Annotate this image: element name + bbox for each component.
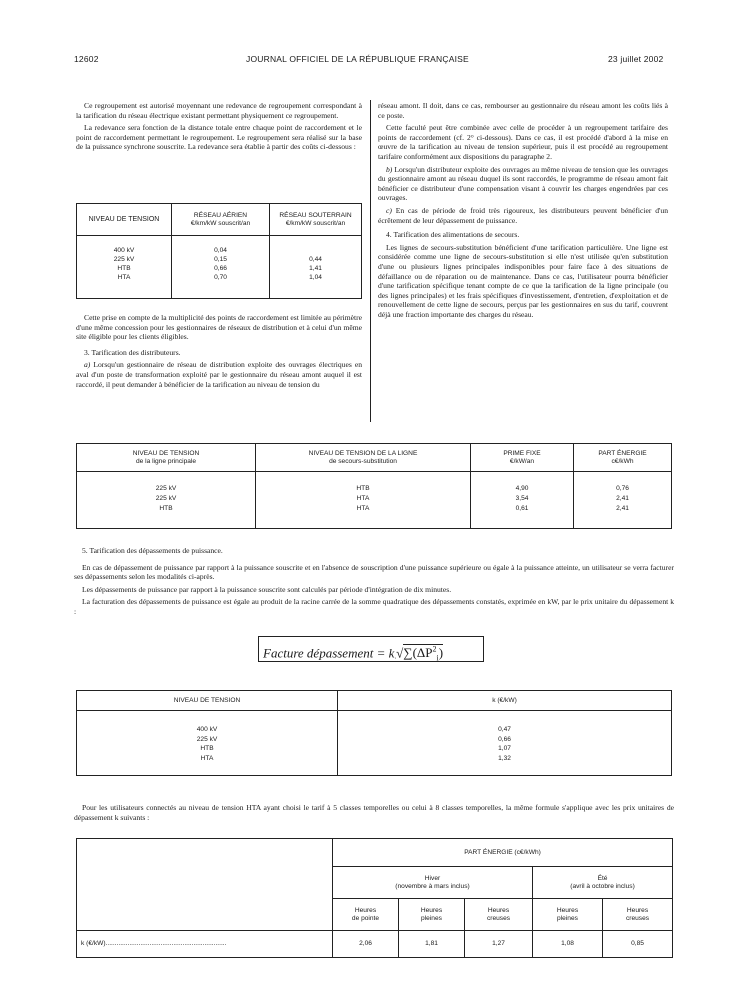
multiplicity-paragraph: Cette prise en compte de la multiplicité des points de raccordement est limitée au périmètre d'une même concession pour les gestionnaires de réseaux de distribution et à celui d'un même site éligible pour les clients éligibles. xyxy=(76,313,362,342)
table4-s1-l1: Heures xyxy=(354,906,377,914)
secours-paragraph: Les lignes de secours-substitution bénéficient d'une tarification particulière. Une ligne est considérée comme une ligne de secours-substitution si elle n'est utilisée qu'en substitution d'une ou plusieurs lignes principales indisponibles pour faire face à des situations de défaillance ou de réparation ou de maintenance. Dans ce cas, l'utilisateur pourra bénéficier d'une tarification spécifique tenant compte de ce que la tarification de la ligne principale (ou des lignes principales) et les frais spécifiques d'investissement, d'entretien, d'exploitation et de renouvellement de cette ligne de secours, perçus par les gestionnaires en sus du tarif, couvrent déjà une fraction importante des charges du réseau. xyxy=(378,242,668,319)
table-cell: 1,07 xyxy=(498,745,511,752)
table3-col-niveau xyxy=(77,711,338,776)
table3-col-k xyxy=(338,711,672,776)
issue-date: 23 juillet 2002 xyxy=(608,54,664,64)
table1-header-aerien-title: RÉSEAU AÉRIEN xyxy=(193,211,248,219)
table-cell: 0,44 xyxy=(309,256,322,263)
table2-h3-l1: PRIME FIXE xyxy=(503,449,541,457)
table-cell: 1,81 xyxy=(399,931,465,958)
table1-header-souterrain xyxy=(270,204,362,236)
table1-col-souterrain xyxy=(270,236,362,299)
table-cell: HTB xyxy=(356,485,370,492)
table-row: 400 kV xyxy=(113,247,135,254)
table-cell: 0,15 xyxy=(214,256,227,263)
section5-para1: En cas de dépassement de puissance par rapport à la puissance souscrite et en l'absence de souscription d'une puissance supérieure ou égale à la puissance atteinte, un utilisateur se verra facturer ses dépassements selon les modalités ci-après. xyxy=(74,562,674,582)
table4-ete-l2: (avril à octobre inclus) xyxy=(570,882,635,890)
formula-sup: 2 xyxy=(432,645,437,654)
table2-header-energie xyxy=(574,444,672,472)
section5 xyxy=(74,546,674,620)
left-column-lower xyxy=(76,313,362,392)
formula-box xyxy=(258,636,484,662)
right-column xyxy=(378,101,668,322)
table4-sub-creuses-ete xyxy=(603,899,673,931)
table-cell: 2,41 xyxy=(616,505,629,512)
formula-sub: i xyxy=(436,653,439,663)
table-cell: 225 kV xyxy=(155,495,177,502)
table-cell: 0,47 xyxy=(498,726,511,733)
table4-s2-l2: pleines xyxy=(421,914,442,922)
table-cell: 1,27 xyxy=(465,931,533,958)
journal-title: JOURNAL OFFICIEL DE LA RÉPUBLIQUE FRANÇAISE xyxy=(246,54,469,64)
table2-h4-l2: c€/kWh xyxy=(611,457,634,465)
formula-radicand: $\sum(\Delta P^2_i)$ xyxy=(403,645,444,663)
table4-group-hiver xyxy=(333,867,533,899)
table1-header-souterrain-unit: €/km/kW souscrit/an xyxy=(285,219,346,227)
distributeur-text-c: En cas de période de froid très rigoureux, les distributeurs peuvent bénéficier d'un écrêtement de leur dépassement de puissance. xyxy=(378,205,668,225)
hta-paragraph-block xyxy=(74,803,674,825)
label-b: b) xyxy=(386,164,393,174)
section4-title: 4. Tarification des alimentations de secours. xyxy=(386,230,520,240)
distributeur-paragraph-a xyxy=(76,360,362,389)
table-cell: 0,04 xyxy=(214,247,227,254)
table4-empty-corner xyxy=(77,839,333,931)
table4-s5-l2: creuses xyxy=(625,914,650,922)
table4-group-ete xyxy=(533,867,673,899)
table4-top-header: PART ÉNERGIE (c€/kWh) xyxy=(333,839,673,867)
table-cell: HTB xyxy=(159,505,173,512)
table-cell: 0,66 xyxy=(498,735,511,743)
table2-h2-l2: de secours-substitution xyxy=(329,457,397,465)
table2-col-energie xyxy=(574,472,672,529)
table4-s4-l1: Heures xyxy=(556,906,579,914)
table-cell: HTB xyxy=(200,745,214,752)
table2-h4-l1: PART ÉNERGIE xyxy=(598,449,647,457)
distributeur-text-b: Lorsqu'un distributeur exploite des ouvrages au même niveau de tension que les ouvrages du gestionnaire amont au réseau duquel ils sont raccordés, le programme de réseau amont fait bénéficier ce distributeur d'une compensation visant à couvrir les charges engendrées par ces ouvrages. xyxy=(378,164,668,203)
table4-hiver-l1: Hiver xyxy=(424,874,441,882)
combination-paragraph: Cette faculté peut être combinée avec celle de procéder à un regroupement tarifaire des points de raccordement (cf. 2° ci-dessous). Dans ce cas, il est procédé d'abord à la mise en œuvre de la tarification au niveau de tension supérieur, puis il est procédé au regroupement tarifaire conformément aux dispositions du paragraphe 2. xyxy=(378,123,668,161)
table-cell: 2,41 xyxy=(616,495,629,502)
table2-h1-l2: de la ligne principale xyxy=(135,457,197,465)
intro-paragraph: Ce regroupement est autorisé moyennant une redevance de regroupement correspondant à la tarification du réseau électrique existant permettant physiquement ce regroupement. xyxy=(76,101,362,120)
table2-header-secours xyxy=(256,444,471,472)
redevance-paragraph: La redevance sera fonction de la distance totale entre chaque point de raccordement et le point de raccordement permettant le regroupement. Le regroupement sera réalisé sur la base de la puissance synchrone souscrite. La redevance sera établie à partir des coûts ci-dessous : xyxy=(76,123,362,152)
table1-col-aerien xyxy=(172,236,270,299)
table-cell: 3,54 xyxy=(515,495,529,502)
section5-para3: La facturation des dépassements de puissance est égale au produit de la racine carrée de la somme quadratique des dépassements constatés, exprimée en kW, par le prix unitaire du dépassement k : xyxy=(74,597,674,616)
table-cell xyxy=(271,246,360,255)
column-divider xyxy=(370,100,371,422)
table4-s3-l1: Heures xyxy=(487,906,510,914)
left-column xyxy=(76,101,362,155)
table-cell: 400 kV xyxy=(196,726,218,733)
table4-s4-l2: pleines xyxy=(557,914,578,922)
table-cell: 1,41 xyxy=(309,265,322,272)
table-hta-k xyxy=(76,838,673,958)
formula-k-sub: · xyxy=(394,654,397,663)
table1-header-souterrain-title: RÉSEAU SOUTERRAIN xyxy=(279,211,352,219)
table-cell: HTA xyxy=(356,505,370,512)
table1-col-niveau xyxy=(77,236,172,299)
table4-sub-pleines-hiver xyxy=(399,899,465,931)
label-a: a) xyxy=(84,360,91,370)
table-cell: 225 kV xyxy=(196,735,218,743)
table2-h1-l1: NIVEAU DE TENSION xyxy=(132,449,200,457)
label-c: c) xyxy=(386,205,392,215)
page-number: 12602 xyxy=(74,54,99,64)
table2-col-prime xyxy=(471,472,574,529)
formula-sum: ∑ xyxy=(403,645,413,661)
table1-header-niveau: NIVEAU DE TENSION xyxy=(77,204,172,236)
table-cell: 225 kV xyxy=(155,485,177,492)
table-row: HTA xyxy=(117,274,131,281)
table-secours xyxy=(76,443,672,529)
table4-row-label: k (€/kW).................................................................. xyxy=(77,931,333,958)
table-cell: 0,70 xyxy=(214,274,227,281)
formula-lhs: Facture dépassement = k xyxy=(263,645,395,661)
table4-s5-l1: Heures xyxy=(626,906,649,914)
table-cell: 1,04 xyxy=(309,274,322,281)
table-cell: 1,32 xyxy=(498,754,511,762)
table1-header-aerien xyxy=(172,204,270,236)
table-cell: 4,90 xyxy=(515,485,529,492)
table-cell: 1,08 xyxy=(533,931,603,958)
formula-sqrt: √ xyxy=(396,645,404,661)
table4-hiver-l2: (novembre à mars inclus) xyxy=(395,882,470,890)
section5-title: 5. Tarification des dépassements de puissance. xyxy=(82,546,223,555)
table4-sub-pleines-ete xyxy=(533,899,603,931)
table-cell: HTA xyxy=(356,495,370,502)
table4-ete-l1: Été xyxy=(597,874,608,882)
table3-header-niveau: NIVEAU DE TENSION xyxy=(77,691,338,711)
table2-header-prime xyxy=(471,444,574,472)
table1-header-aerien-unit: €/km/kW souscrit/an xyxy=(190,219,251,227)
table-k-values xyxy=(76,690,672,776)
table-cell: 0,76 xyxy=(616,485,629,492)
table4-s1-l2: de pointe xyxy=(351,914,380,922)
table2-col-principale xyxy=(77,472,256,529)
table-row: 225 kV xyxy=(113,256,135,263)
section5-para2: Les dépassements de puissance par rapport à la puissance souscrite sont calculés par période d'intégration de dix minutes. xyxy=(82,584,452,594)
table4-s2-l1: Heures xyxy=(420,906,443,914)
table-cell: 0,85 xyxy=(631,940,644,947)
table-cell: HTA xyxy=(200,754,214,762)
table2-h3-l2: €/kW/an xyxy=(509,457,535,465)
table2-h2-l1: NIVEAU DE TENSION DE LA LIGNE xyxy=(308,449,418,457)
reseau-amont-paragraph: réseau amont. Il doit, dans ce cas, rembourser au gestionnaire du réseau amont les coûts liés à ce poste. xyxy=(378,101,668,120)
table-cell: 0,66 xyxy=(214,265,227,272)
distributeur-text-a: Lorsqu'un gestionnaire de réseau de distribution exploite des ouvrages électriques en aval d'un poste de transformation exploité par le gestionnaire du réseau amont auquel il est raccordé, il peut demander à bénéficier de la tarification au niveau de tension du xyxy=(76,360,362,389)
table-cell: 2,06 xyxy=(333,931,399,958)
table-row: HTB xyxy=(117,265,131,272)
formula-term: ΔP xyxy=(416,645,433,661)
section3-title: 3. Tarification des distributeurs. xyxy=(84,347,181,357)
table2-header-principale xyxy=(77,444,256,472)
table4-s3-l2: creuses xyxy=(486,914,511,922)
distributeur-paragraph-b xyxy=(378,165,668,203)
table-regroupement xyxy=(76,203,362,299)
table4-sub-pointe xyxy=(333,899,399,931)
table4-sub-creuses-hiver xyxy=(465,899,533,931)
table2-col-secours xyxy=(256,472,471,529)
hta-paragraph: Pour les utilisateurs connectés au niveau de tension HTA ayant choisi le tarif à 5 classes temporelles ou celui à 8 classes temporelles, la même formule s'applique avec les prix unitaires de dépassement k suivants : xyxy=(74,803,674,822)
table3-header-k: k (€/kW) xyxy=(492,696,517,704)
table-cell: 0,61 xyxy=(515,505,529,512)
distributeur-paragraph-c xyxy=(378,206,668,225)
